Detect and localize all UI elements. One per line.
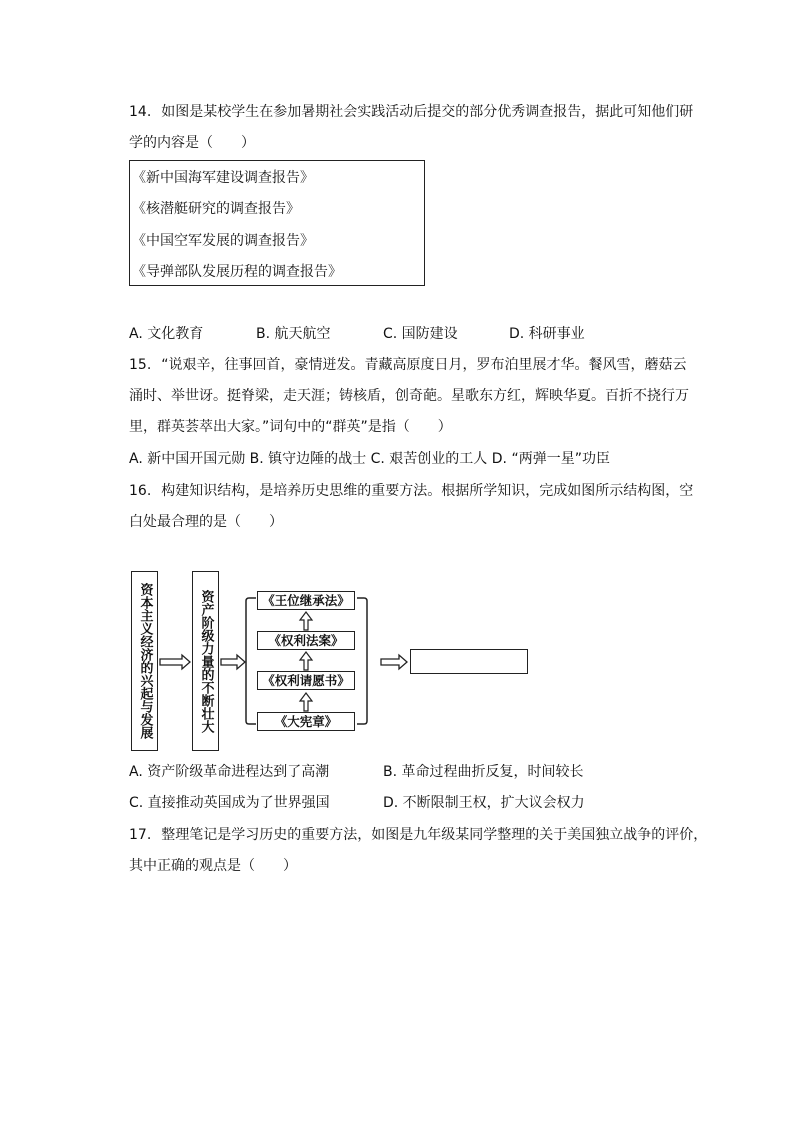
report-item: 《中国空军发展的调查报告》 [132,233,314,249]
report-item: 《核潜艇研究的调查报告》 [132,201,300,217]
q16-number: 16. [129,483,152,499]
hollow-arrow-icon [221,655,245,669]
q14-option-a[interactable]: A. 文化教育 [129,326,204,342]
diagram-col-bourgeoisie: 资产阶级力量的不断壮大 [192,571,219,751]
diagram-doc-bill-of-rights: 《权利法案》 [257,631,355,650]
q15-text-2: 涌时、举世讶。挺脊梁，走天涯；铸核盾，创奇葩。星歌东方红，辉映华夏。百折不挠行万 [129,388,689,404]
q16-option-b[interactable]: B. 革命过程曲折反复，时间较长 [383,764,584,780]
q16-option-a[interactable]: A. 资产阶级革命进程达到了高潮 [129,764,330,780]
q16-option-d[interactable]: D. 不断限制王权，扩大议会权力 [383,795,585,811]
q16-text-2: 白处最合理的是（ ） [129,514,283,530]
q14-report-box [129,160,425,286]
diagram-doc-petition: 《权利请愿书》 [257,671,355,690]
q15-options[interactable]: A. 新中国开国元勋 B. 镇守边陲的战士 C. 艰苦创业的工人 D. “两弹一星”功臣 [129,451,610,467]
q15-number: 15. [129,357,152,373]
diagram-doc-magna-carta: 《大宪章》 [257,712,355,731]
report-item: 《新中国海军建设调查报告》 [132,170,314,186]
q16-option-c[interactable]: C. 直接推动英国成为了世界强国 [129,795,330,811]
up-arrow-icon [300,612,312,630]
q14-option-b[interactable]: B. 航天航空 [256,326,331,342]
diagram-col-economy: 资本主义经济的兴起与发展 [131,571,158,751]
q14-line1 [129,102,693,122]
q14-option-c[interactable]: C. 国防建设 [383,326,458,342]
up-arrow-icon [300,652,312,670]
q14-text-1: 如图是某校学生在参加暑期社会实践活动后提交的部分优秀调查报告，据此可知他们研 [161,104,694,120]
up-arrow-icon [300,693,312,711]
q15-text-1: “说艰辛，往事回首，豪情迸发。青藏高原度日月，罗布泊里展才华。餐风雪，蘑菇云 [161,357,687,373]
diagram-blank-answer-box[interactable] [410,649,528,674]
right-bracket [357,598,367,724]
q17-line1 [129,825,707,845]
q14-number: 14. [129,104,152,120]
q15-line1 [129,355,687,375]
q16-line1 [129,481,693,501]
q14-text-2: 学的内容是（ ） [129,135,255,151]
q14-option-d[interactable]: D. 科研事业 [509,326,585,342]
left-bracket [246,598,256,724]
diagram-doc-succession: 《王位继承法》 [257,591,355,610]
q15-text-3: 里，群英荟萃出大家。”词句中的“群英”是指（ ） [129,419,452,435]
hollow-arrow-icon [381,655,407,669]
q17-number: 17. [129,827,152,843]
q16-text-1: 构建知识结构，是培养历史思维的重要方法。根据所学知识，完成如图所示结构图，空 [161,483,694,499]
q17-text-2: 其中正确的观点是（ ） [129,858,297,874]
report-item: 《导弹部队发展历程的调查报告》 [132,264,342,280]
hollow-arrow-icon [160,655,190,669]
q17-text-1: 整理笔记是学习历史的重要方法，如图是九年级某同学整理的关于美国独立战争的评价， [161,827,708,843]
